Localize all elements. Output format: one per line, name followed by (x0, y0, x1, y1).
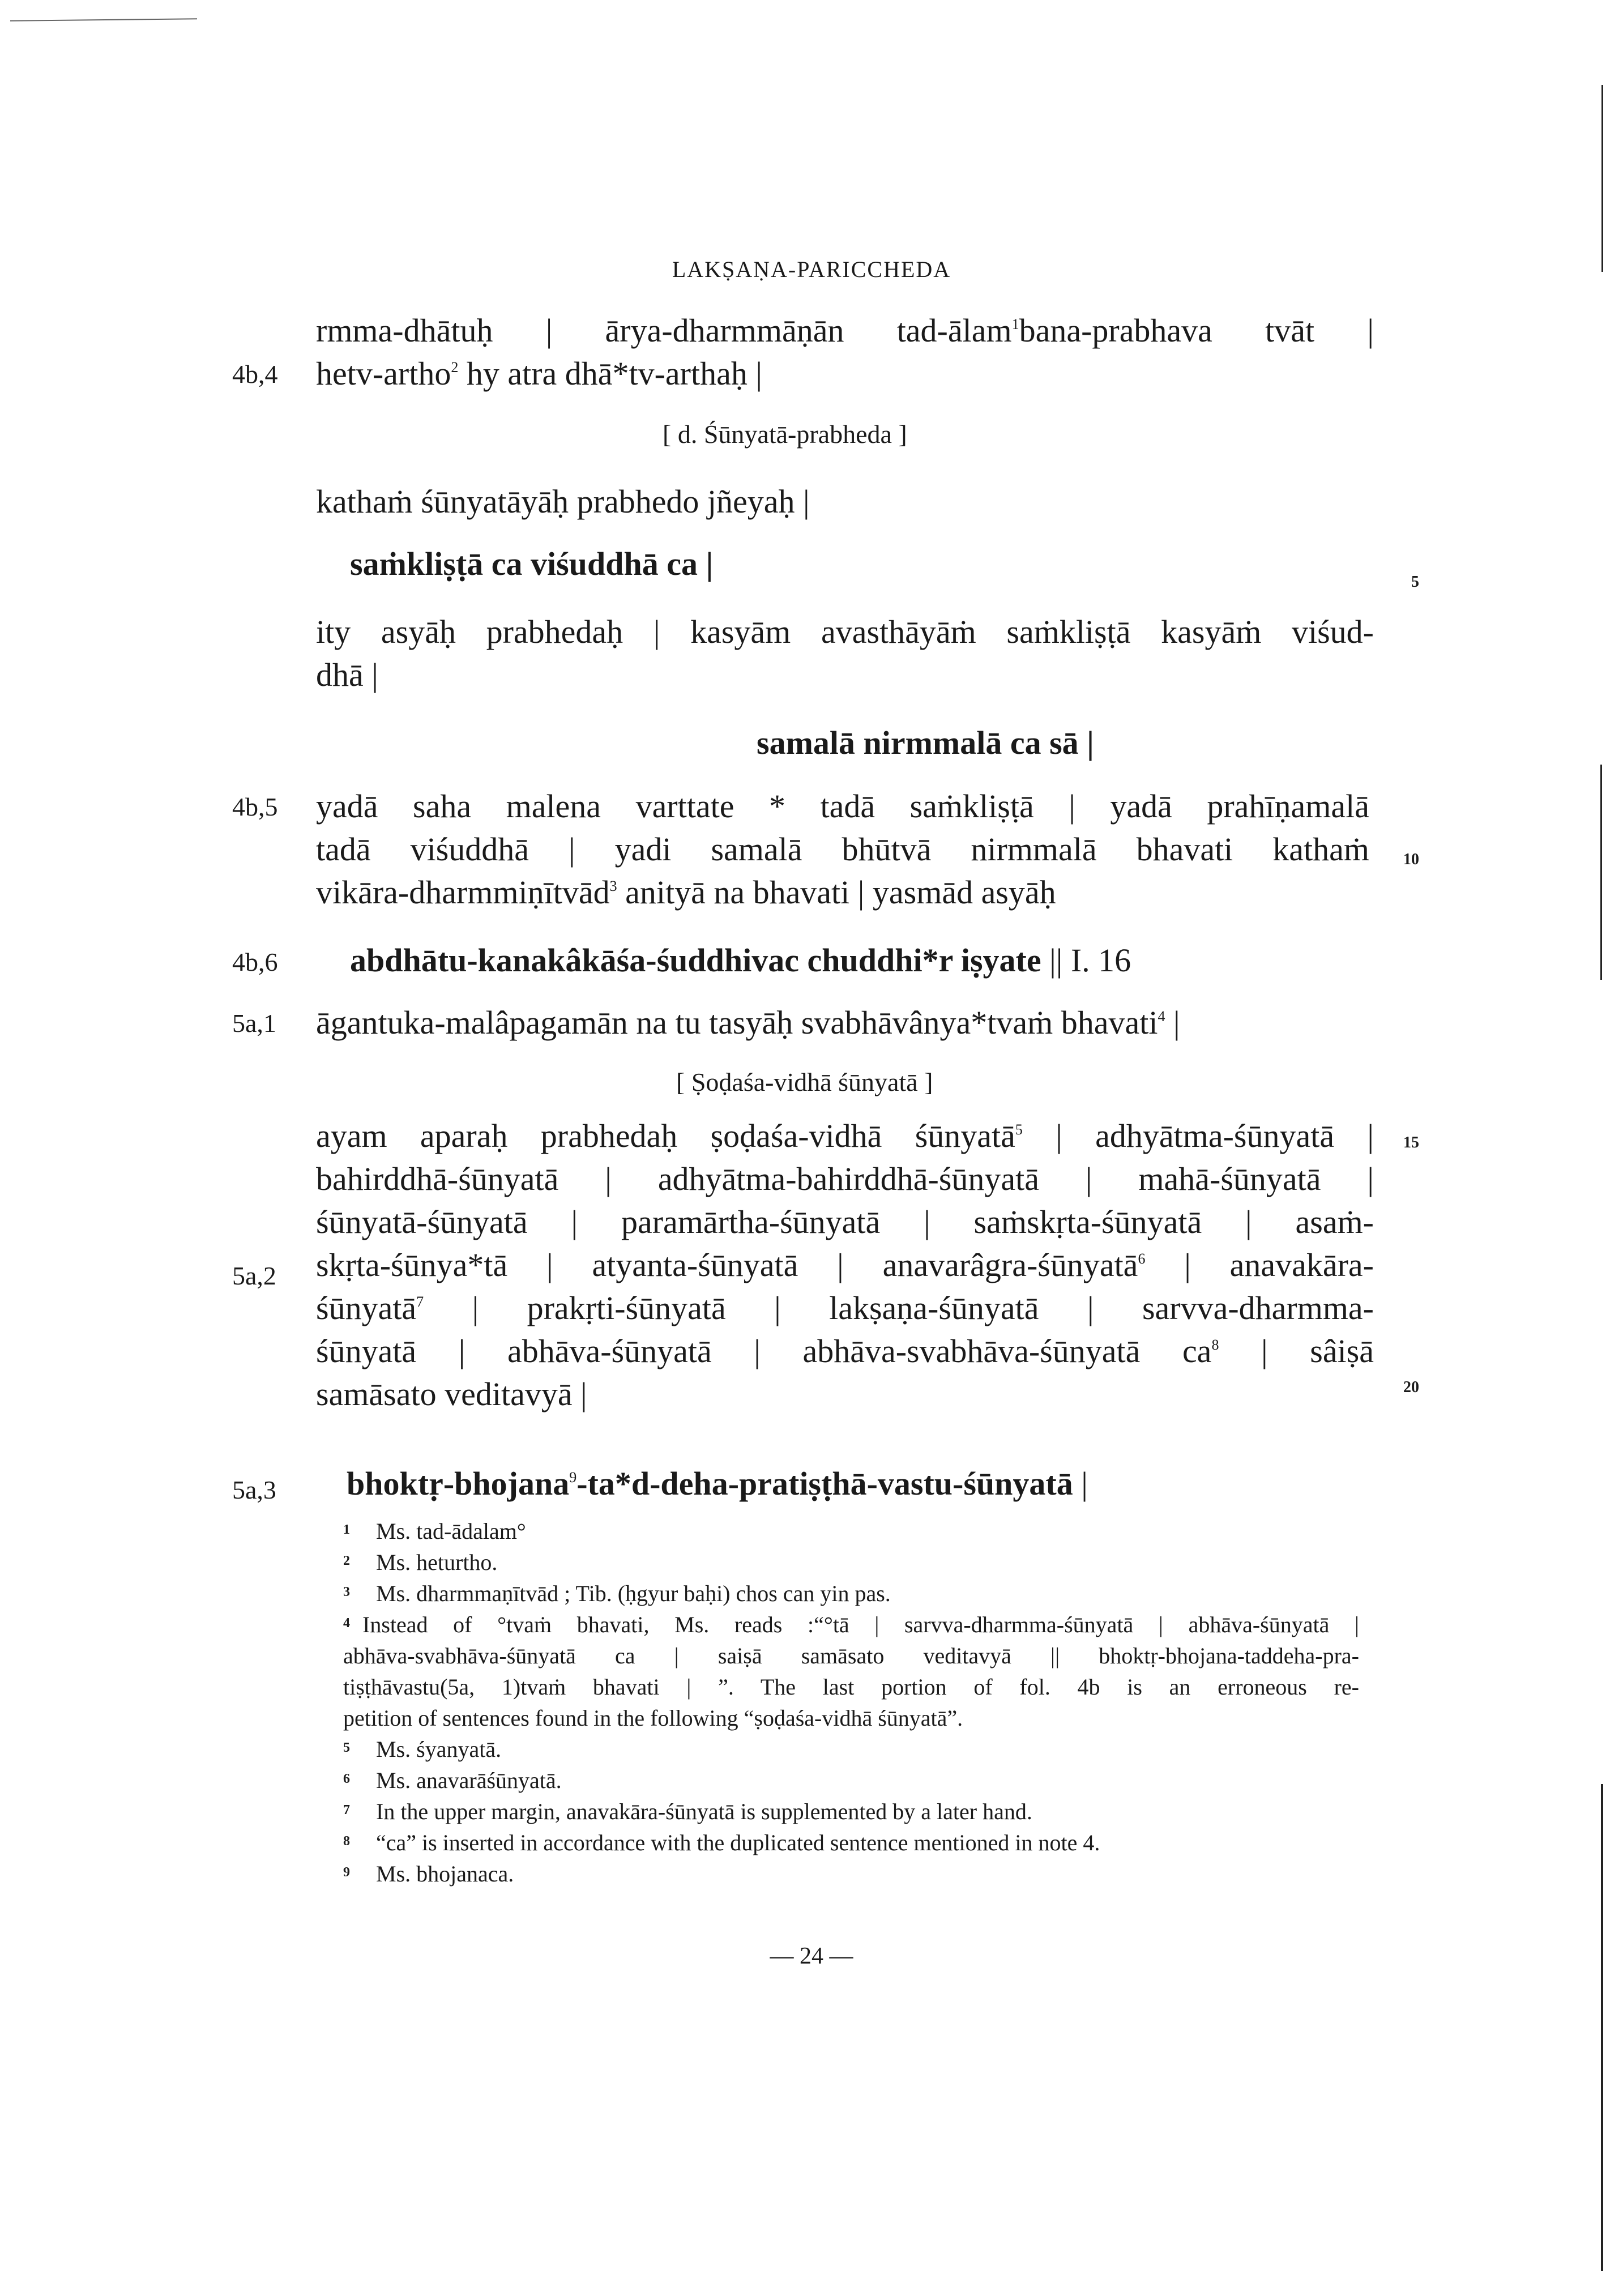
footnote-number: 9 (343, 1865, 350, 1880)
footnote: Instead of °tvaṁ bhavati, Ms. reads :“°tā | sarvva-dharmma-śūnyatā | abhāva-śūnyatā | (362, 1612, 1359, 1637)
footnote: “ca” is inserted in accordance with the duplicated sentence mentioned in note 4. (376, 1830, 1100, 1855)
text-line: samāsato veditavyā | (316, 1376, 587, 1412)
text-line: vikāra-dharmmiṇītvād$^3$ anityā na bhavati | yasmād asyāḥ (316, 874, 1056, 911)
margin-ref: 5a,2 (232, 1261, 276, 1290)
margin-ref: 4b,4 (232, 360, 278, 389)
page-edge-right-middle (1600, 765, 1602, 980)
footnote: Ms. dharmmaṇītvād ; Tib. (ḥgyur baḥi) chos can yin pas. (376, 1581, 891, 1606)
text-line: āgantuka-malâpagamān na tu tasyāḥ svabhāvânya*tvaṁ bhavati$^4$ | (316, 1004, 1180, 1041)
page-edge-right-lower (1601, 1784, 1603, 2271)
section-subheading: [ d. Śūnyatā-prabheda ] (663, 420, 907, 449)
footnote-number: 8 (343, 1834, 350, 1849)
text-line: ayam aparaḥ prabhedaḥ ṣoḍaśa-vidhā śūnyatā$^5$ | adhyātma-śūnyatā | (316, 1117, 1374, 1154)
footnote-number: 2 (343, 1554, 350, 1568)
footnote-number: 4 (343, 1616, 350, 1631)
margin-ref: 5a,3 (232, 1475, 276, 1504)
footnote-ref: 6 (1138, 1251, 1146, 1267)
line-number: 10 (1403, 851, 1419, 868)
footnote: Ms. bhojanaca. (376, 1861, 514, 1887)
text-line: dhā | (316, 656, 378, 693)
footnote: Ms. anavarāśūnyatā. (376, 1768, 562, 1793)
text-line: śūnyatā | abhāva-śūnyatā | abhāva-svabhāva-śūnyatā $ca^8$ | sâiṣā (316, 1333, 1374, 1369)
text-line: rmma-dhātuḥ | ārya-dharmmāṇān tad-ālam$^1$bana-prabhava tvāt | (316, 312, 1374, 349)
footnote-ref: 5 (1015, 1121, 1023, 1138)
footnote: Ms. heturtho. (376, 1550, 498, 1575)
text-line: śūnyatā-śūnyatā | paramārtha-śūnyatā | saṁskṛta-śūnyatā | asaṁ- (316, 1204, 1374, 1240)
footnote: Ms. tad-ādalam° (376, 1518, 526, 1544)
text-line: śūnyatā$^7$ | prakṛti-śūnyatā | lakṣaṇa-śūnyatā | sarvva-dharmma- (316, 1290, 1374, 1326)
line-number: 15 (1403, 1134, 1419, 1151)
scan-mark-top-left (10, 18, 197, 21)
footnote-number: 7 (343, 1803, 350, 1817)
footnote-number: 1 (343, 1522, 350, 1537)
text-line: tadā viśuddhā | yadi samalā bhūtvā nirmmalā bhavati kathaṁ (316, 831, 1369, 868)
page-edge-right-upper (1601, 85, 1603, 272)
text-line: ity asyāḥ prabhedaḥ | kasyām avasthāyāṁ saṁkliṣṭā kasyāṁ viśud- (316, 613, 1374, 650)
text-line: hetv-artho$^2$ hy atra dhā*tv-arthaḥ | (316, 355, 762, 392)
section-subheading: [ Ṣoḍaśa-vidhā śūnyatā ] (676, 1068, 933, 1096)
footnote-number: 5 (343, 1740, 350, 1755)
footnote: Ms. śyanyatā. (376, 1736, 502, 1762)
page-number: — 24 — (770, 1943, 853, 1969)
line-number: 5 (1411, 573, 1419, 591)
footnote-ref: 3 (609, 878, 617, 894)
footnote: petition of sentences found in the following “ṣoḍaśa-vidhā śūnyatā”. (343, 1705, 963, 1731)
footnote-ref: 2 (451, 359, 459, 375)
footnote-number: 3 (343, 1585, 350, 1599)
footnote-ref: 8 (1211, 1337, 1219, 1353)
footnote-ref: 4 (1158, 1008, 1165, 1025)
line-number: 20 (1403, 1379, 1419, 1396)
text-line: kathaṁ śūnyatāyāḥ prabhedo jñeyaḥ | (316, 483, 810, 520)
footnote: abhāva-svabhāva-śūnyatā ca | saiṣā samāsato veditavyā || bhoktṛ-bhojana-taddeha-pra- (343, 1643, 1359, 1668)
text-line: bahirddhā-śūnyatā | adhyātma-bahirddhā-śūnyatā | mahā-śūnyatā | (316, 1160, 1374, 1197)
footnote: tiṣṭhāvastu(5a, 1)tvaṁ bhavati | ”. The last portion of fol. 4b is an erroneous re- (343, 1674, 1359, 1700)
running-header: LAKṢAṆA-PARICCHEDA (672, 257, 951, 282)
verse-line: bhoktṛ-bhojana$^9$-ta*d-deha-pratiṣṭhā-vastu-śūnyatā | (347, 1465, 1088, 1502)
margin-ref: 4b,6 (232, 948, 278, 976)
verse-line: abdhātu-kanakâkāśa-śuddhivac chuddhi*r iṣyate || I. 16 (350, 942, 1131, 979)
footnote-ref: 7 (416, 1294, 424, 1310)
margin-ref: 4b,5 (232, 792, 278, 821)
verse-line: samalā nirmmalā ca sā | (757, 724, 1094, 761)
footnote-ref: 9 (569, 1469, 577, 1486)
verse-line: saṁkliṣṭā ca viśuddhā ca | (350, 545, 714, 582)
footnote-number: 6 (343, 1772, 350, 1786)
margin-ref: 5a,1 (232, 1009, 276, 1038)
text-line: yadā saha malena varttate * tadā saṁkliṣṭā | yadā prahīṇamalā (316, 788, 1369, 825)
footnote-ref: 1 (1011, 316, 1019, 332)
text-line: skṛta-śūnya*tā | atyanta-śūnyatā | anavarâgra-śūnyatā$^6$ | anavakāra- (316, 1247, 1374, 1283)
footnote: In the upper margin, anavakāra-śūnyatā is supplemented by a later hand. (376, 1799, 1032, 1824)
